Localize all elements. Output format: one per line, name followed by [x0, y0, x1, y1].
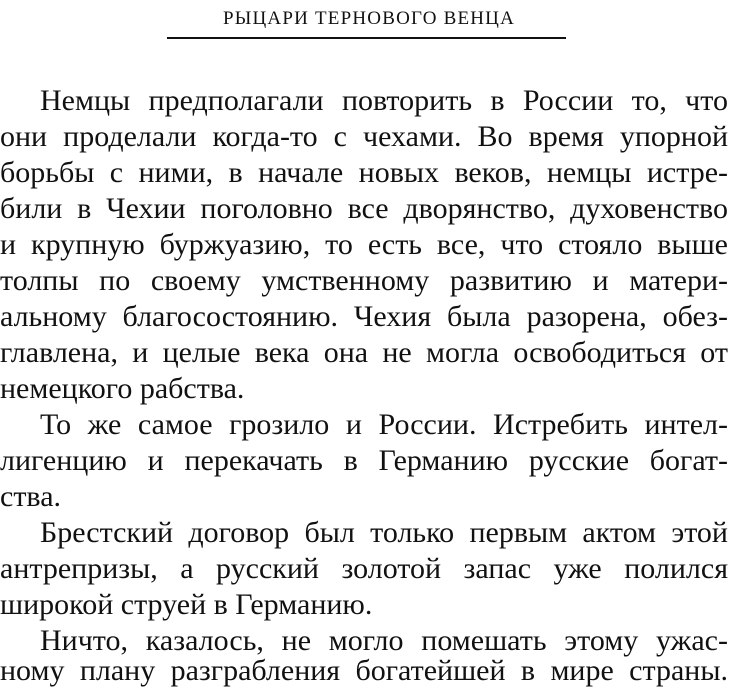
text-line: широкой струей в Германию. — [0, 588, 373, 621]
text-line: они проделали когда-то с чехами. Во время упорной — [0, 120, 728, 153]
text-line: борьбы с ними, в начале новых веков, немцы истре- — [0, 156, 728, 189]
text-line: Немцы предполагали повторить в России то, что — [40, 84, 728, 117]
running-title: РЫЦАРИ ТЕРНОВОГО ВЕНЦА — [222, 8, 516, 29]
text-line: антрепризы, а русский золотой запас уже полился — [0, 552, 728, 585]
text-line: ства. — [0, 480, 62, 513]
text-line: били в Чехии поголовно все дворянство, духовенство — [0, 192, 728, 225]
text-line: главлена, и целые века она не могла освободиться от — [0, 336, 728, 369]
text-line: лигенцию и перекачать в Германию русские богат- — [0, 444, 728, 477]
text-line: немецкого рабства. — [0, 372, 245, 405]
text-line: и крупную буржуазию, то есть все, что стояло выше — [0, 228, 728, 261]
text-line: То же самое грозило и России. Истребить интел- — [40, 408, 728, 441]
text-line: альному благосостоянию. Чехия была разорена, обез- — [0, 300, 728, 333]
text-line: Брестский договор был только первым актом этой — [40, 516, 728, 549]
text-line: ному плану разграбления богатейшей в мире страны. — [0, 654, 728, 687]
text-line: толпы по своему умственному развитию и матери- — [0, 264, 728, 297]
text-line: Ничто, казалось, не могло помешать этому ужас- — [40, 624, 728, 657]
